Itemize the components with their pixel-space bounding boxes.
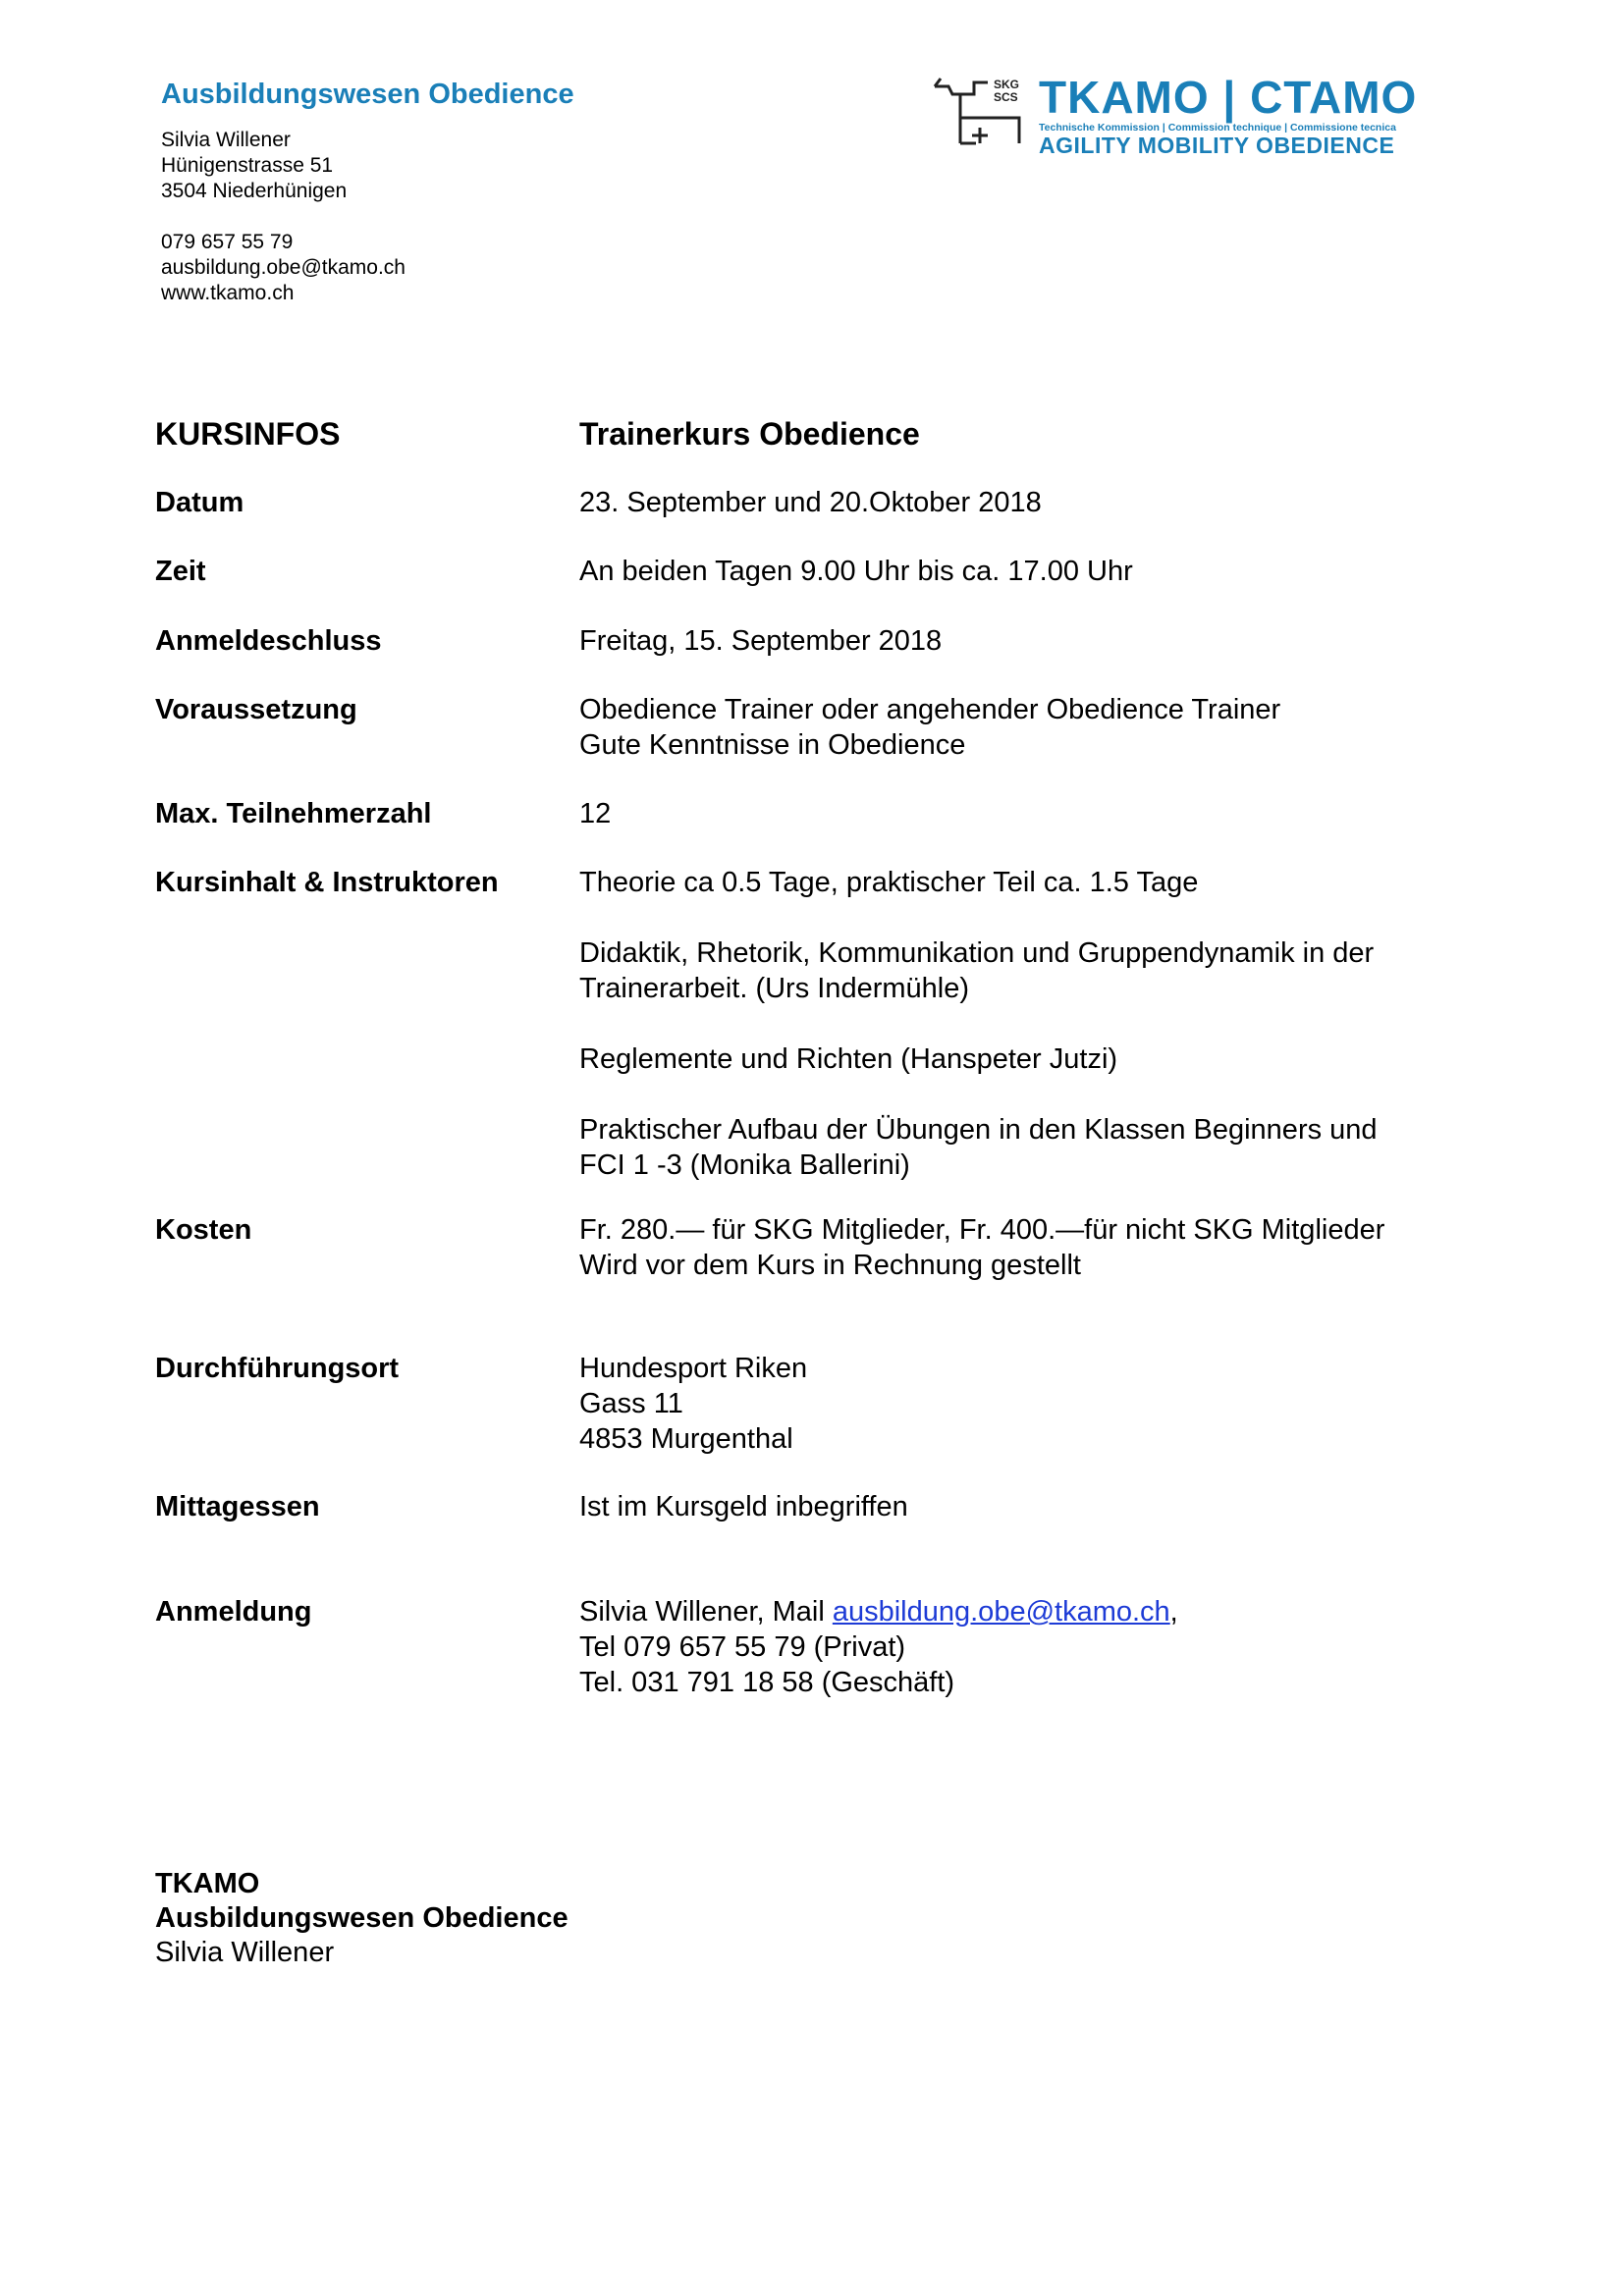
phone-number: 079 657 55 79: [161, 231, 294, 253]
row-value: Fr. 280.— für SKG Mitglieder, Fr. 400.—für nicht SKG Mitglieder: [579, 1214, 1385, 1246]
row-label: Anmeldeschluss: [155, 625, 382, 657]
row-value: FCI 1 -3 (Monika Ballerini): [579, 1149, 910, 1181]
row-label: Zeit: [155, 556, 206, 587]
row-value: Reglemente und Richten (Hanspeter Jutzi): [579, 1043, 1118, 1075]
row-value: 12: [579, 798, 612, 829]
sender-contact: [161, 230, 406, 306]
signature-name: Silvia Willener: [155, 1937, 335, 1968]
address-line: Silvia Willener: [161, 129, 291, 151]
phone-private: Tel 079 657 55 79 (Privat): [579, 1631, 906, 1663]
row-label: Mittagessen: [155, 1491, 320, 1522]
registration-prefix: Silvia Willener, Mail: [579, 1596, 833, 1628]
sender-address: [161, 128, 347, 204]
logo-tagline: AGILITY MOBILITY OBEDIENCE: [1039, 133, 1395, 158]
row-label: Kursinhalt & Instruktoren: [155, 867, 499, 898]
row-value: An beiden Tagen 9.00 Uhr bis ca. 17.00 Uhr: [579, 556, 1133, 587]
registration-line: [579, 1594, 1178, 1629]
row-value: Praktischer Aufbau der Übungen in den Klassen Beginners und: [579, 1114, 1378, 1146]
row-value: Trainerarbeit. (Urs Indermühle): [579, 973, 969, 1004]
row-value: Didaktik, Rhetorik, Kommunikation und Gruppendynamik in der: [579, 937, 1375, 969]
row-label: Kosten: [155, 1214, 252, 1246]
email-address: ausbildung.obe@tkamo.ch: [161, 256, 406, 279]
logo-title: TKAMO | CTAMO: [1039, 72, 1418, 123]
website: www.tkamo.ch: [161, 282, 295, 304]
row-value: 4853 Murgenthal: [579, 1423, 793, 1455]
row-label: Durchführungsort: [155, 1353, 400, 1384]
row-value: Wird vor dem Kurs in Rechnung gestellt: [579, 1250, 1081, 1281]
dog-swiss-cross-icon: [931, 75, 1039, 149]
heading-label: KURSINFOS: [155, 416, 341, 452]
row-value: Ist im Kursgeld inbegriffen: [579, 1491, 908, 1522]
row-label: Max. Teilnehmerzahl: [155, 798, 432, 829]
row-value: Freitag, 15. September 2018: [579, 625, 943, 657]
signature-department: Ausbildungswesen Obedience: [155, 1902, 568, 1934]
address-line: Hünigenstrasse 51: [161, 154, 334, 177]
tkamo-logo: [931, 72, 1481, 158]
registration-suffix: ,: [1169, 1596, 1178, 1628]
header-org-title: Ausbildungswesen Obedience: [161, 79, 574, 110]
row-value: Theorie ca 0.5 Tage, praktischer Teil ca. 1.5 Tage: [579, 867, 1199, 898]
row-value: 23. September und 20.Oktober 2018: [579, 487, 1042, 518]
phone-business: Tel. 031 791 18 58 (Geschäft): [579, 1667, 955, 1698]
signature-org: TKAMO: [155, 1868, 260, 1899]
address-line: 3504 Niederhünigen: [161, 180, 348, 202]
row-label: Voraussetzung: [155, 694, 357, 725]
heading-value: Trainerkurs Obedience: [579, 416, 920, 452]
row-value: Gass 11: [579, 1388, 683, 1419]
row-value: Hundesport Riken: [579, 1353, 808, 1384]
row-value: Obedience Trainer oder angehender Obedience Trainer: [579, 694, 1281, 725]
logo-mark-top: SKG: [994, 78, 1020, 91]
row-label: Anmeldung: [155, 1596, 312, 1628]
row-label: Datum: [155, 487, 244, 518]
email-link[interactable]: ausbildung.obe@tkamo.ch: [832, 1596, 1170, 1628]
logo-mark-bottom: SCS: [994, 90, 1018, 104]
signature-block: [155, 1867, 568, 1970]
row-value: Gute Kenntnisse in Obedience: [579, 729, 966, 761]
logo-subtitle: Technische Kommission | Commission technique | Commissione tecnica: [1039, 122, 1396, 133]
